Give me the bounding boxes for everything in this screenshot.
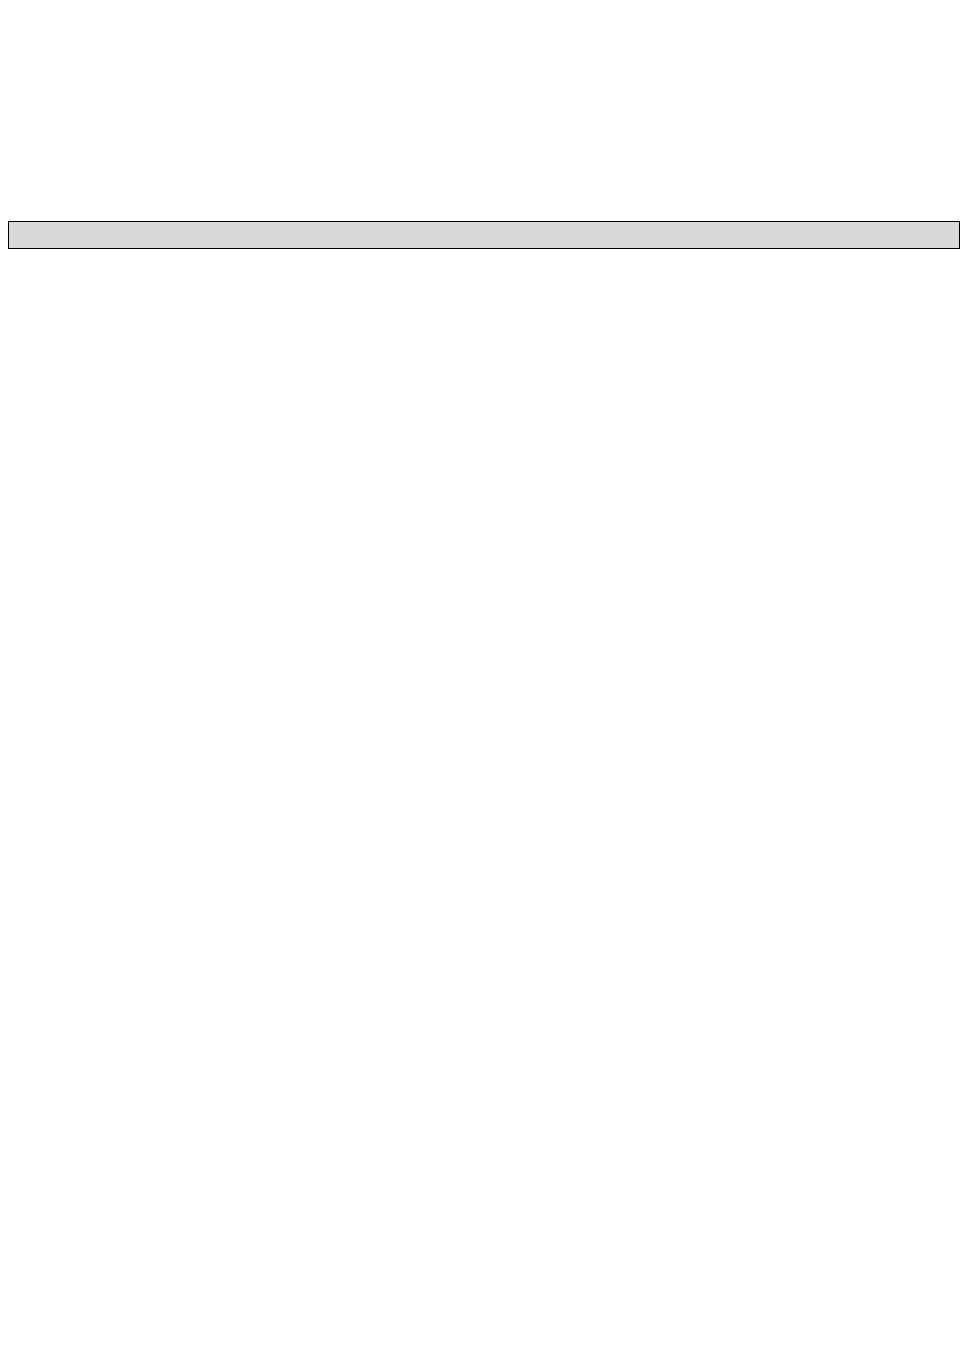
- col-course-header: [125, 222, 359, 248]
- schedule-table: [8, 248, 958, 1361]
- col-time-header: [359, 222, 429, 248]
- col-supervisors-header: [703, 222, 959, 248]
- col-rooms-header: [429, 222, 547, 248]
- column-header-row: [8, 221, 960, 249]
- col-date-header: [9, 222, 125, 248]
- col-professor-header: [547, 222, 703, 248]
